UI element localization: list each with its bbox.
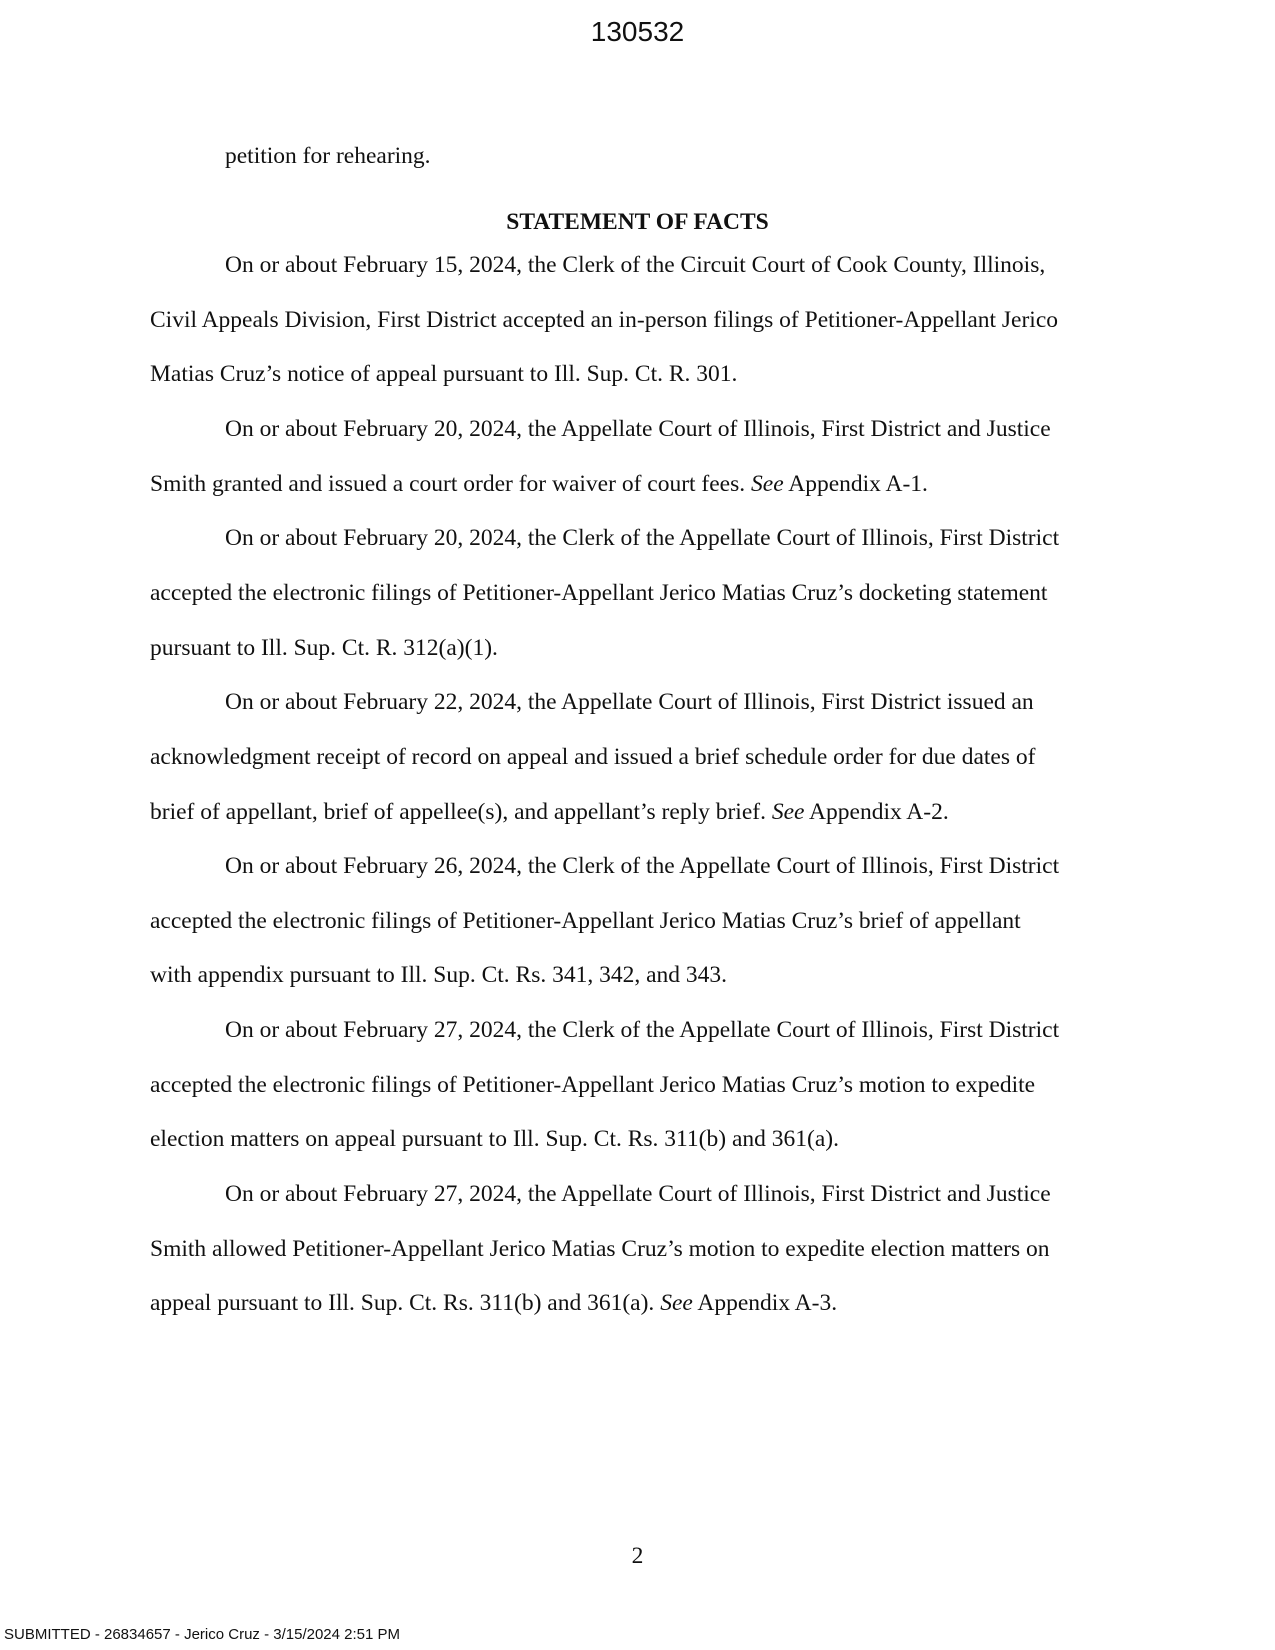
paragraph-3-line-1 <box>225 523 1059 553</box>
line-text: Matias Cruz’s notice of appeal pursuant to Ill. Sup. Ct. R. 301. <box>150 361 738 387</box>
line-text: pursuant to Ill. Sup. Ct. R. 312(a)(1). <box>150 635 498 661</box>
line-text: On or about February 26, 2024, the Clerk of the Appellate Court of Illinois, First District <box>225 853 1060 879</box>
paragraph-4-line-2 <box>150 742 1035 772</box>
paragraph-6-line-3 <box>150 1124 839 1154</box>
paragraph-6-line-2 <box>150 1070 1035 1100</box>
paragraph-2-line-1 <box>225 414 1051 444</box>
appendix-reference: Appendix A-1. <box>783 471 928 497</box>
line-text: Civil Appeals Division, First District accepted an in-person filings of Petitioner-Appellant Jerico <box>150 307 1059 333</box>
line-text: Smith granted and issued a court order for waiver of court fees. <box>150 471 752 497</box>
line-text: On or about February 20, 2024, the Clerk of the Appellate Court of Illinois, First District <box>225 525 1060 551</box>
paragraph-6-line-1 <box>225 1015 1059 1045</box>
submission-footer: SUBMITTED - 26834657 - Jerico Cruz - 3/15/2024 2:51 PM <box>4 1626 401 1643</box>
document-number: 130532 <box>590 16 685 47</box>
line-text: acknowledgment receipt of record on appeal and issued a brief schedule order for due dates of <box>150 744 1036 770</box>
paragraph-4-line-3 <box>150 797 949 827</box>
see-signal: See <box>751 471 784 497</box>
line-text: brief of appellant, brief of appellee(s), and appellant’s reply brief. <box>150 799 772 825</box>
line-text: On or about February 27, 2024, the Clerk of the Appellate Court of Illinois, First District <box>225 1017 1060 1043</box>
paragraph-3-line-3 <box>150 633 498 663</box>
page-number: 2 <box>631 1543 644 1569</box>
line-text: On or about February 15, 2024, the Clerk of the Circuit Court of Cook County, Illinois, <box>225 252 1046 278</box>
paragraph-7-line-3 <box>150 1288 837 1318</box>
line-text: On or about February 22, 2024, the Appellate Court of Illinois, First District issued an <box>225 689 1034 715</box>
paragraph-5-line-1 <box>225 851 1059 881</box>
see-signal: See <box>771 799 805 825</box>
paragraph-3-line-2 <box>150 578 1047 608</box>
line-text: accepted the electronic filings of Petitioner-Appellant Jerico Matias Cruz’s docketing statement <box>150 580 1048 606</box>
line-text: On or about February 27, 2024, the Appellate Court of Illinois, First District and Justice <box>225 1181 1051 1207</box>
see-signal: See <box>660 1290 693 1316</box>
paragraph-4-line-1 <box>225 687 1034 717</box>
line-text: accepted the electronic filings of Petitioner-Appellant Jerico Matias Cruz’s brief of appellant <box>150 908 1021 934</box>
line-text: election matters on appeal pursuant to Ill. Sup. Ct. Rs. 311(b) and 361(a). <box>150 1126 839 1152</box>
paragraph-7-line-2 <box>150 1234 1050 1264</box>
paragraph-2-line-2 <box>150 469 928 499</box>
section-heading: STATEMENT OF FACTS <box>506 209 769 235</box>
lead-in-line: petition for rehearing. <box>225 143 431 169</box>
line-text: On or about February 20, 2024, the Appellate Court of Illinois, First District and Justice <box>225 416 1051 442</box>
paragraph-1-line-2 <box>150 305 1058 335</box>
paragraph-5-line-2 <box>150 906 1021 936</box>
paragraph-1-line-1 <box>225 250 1045 280</box>
paragraph-7-line-1 <box>225 1179 1051 1209</box>
appendix-reference: Appendix A-3. <box>692 1290 838 1316</box>
paragraph-1-line-3 <box>150 359 737 389</box>
line-text: accepted the electronic filings of Petitioner-Appellant Jerico Matias Cruz’s motion to expedite <box>150 1072 1036 1098</box>
line-text: appeal pursuant to Ill. Sup. Ct. Rs. 311(b) and 361(a). <box>150 1290 661 1316</box>
line-text: Smith allowed Petitioner-Appellant Jerico Matias Cruz’s motion to expedite election matters on <box>150 1236 1050 1262</box>
paragraph-5-line-3 <box>150 960 727 990</box>
line-text: with appendix pursuant to Ill. Sup. Ct. Rs. 341, 342, and 343. <box>150 962 728 988</box>
appendix-reference: Appendix A-2. <box>804 799 949 825</box>
